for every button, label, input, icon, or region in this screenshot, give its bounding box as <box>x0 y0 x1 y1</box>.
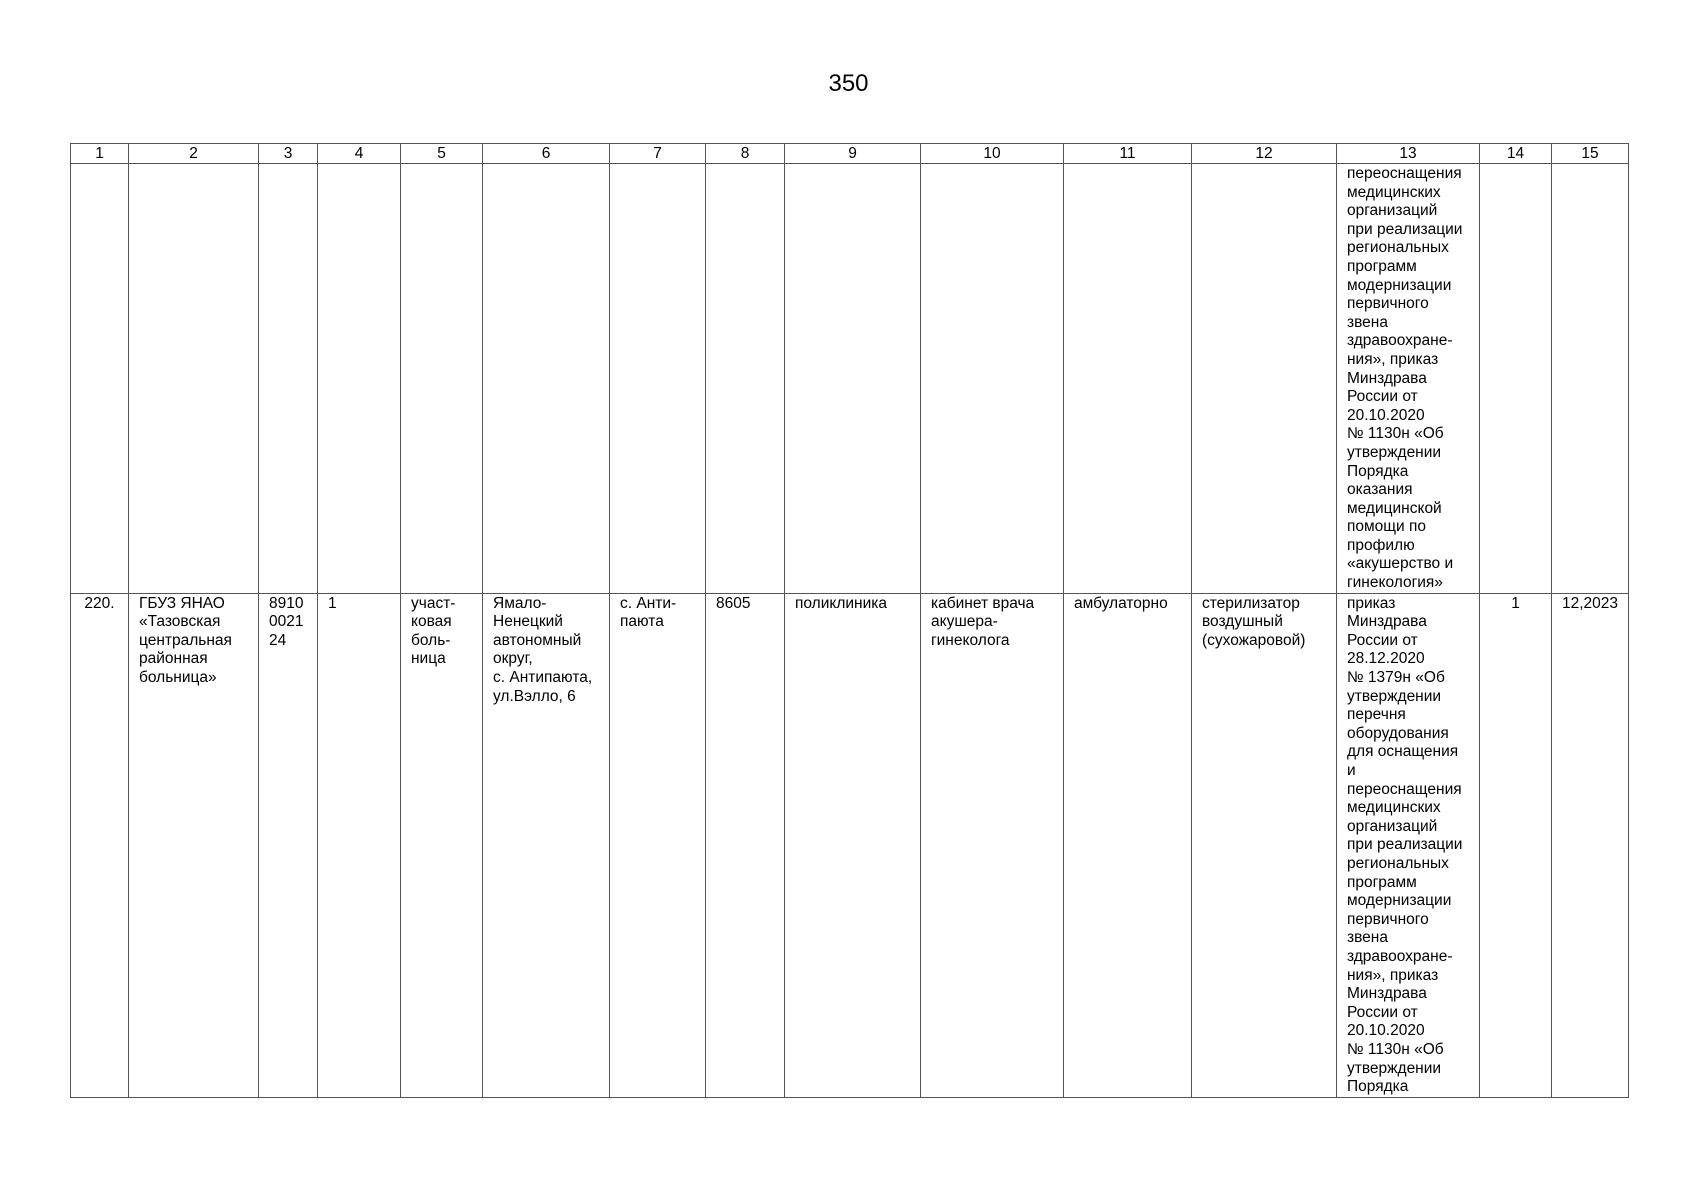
continuation-row <box>71 164 1629 594</box>
table-cell <box>1064 164 1192 594</box>
table-cell <box>318 164 401 594</box>
row-number: 220. <box>71 593 129 1097</box>
column-header: 3 <box>259 144 318 164</box>
column-header: 11 <box>1064 144 1192 164</box>
column-header: 14 <box>1480 144 1552 164</box>
column-header: 6 <box>483 144 610 164</box>
facility-type-cell: участ- ковая боль- ница <box>401 593 483 1097</box>
table-cell <box>1480 164 1552 594</box>
table-cell <box>259 164 318 594</box>
column-header: 15 <box>1552 144 1629 164</box>
date-cell: 12,2023 <box>1552 593 1629 1097</box>
data-table <box>70 143 1629 1098</box>
table-cell <box>401 164 483 594</box>
table-cell <box>1552 164 1629 594</box>
column-header: 2 <box>129 144 259 164</box>
page-number: 350 <box>828 70 869 97</box>
col4-cell: 1 <box>318 593 401 1097</box>
basis-cell-continued: переоснащения медицинских организаций при реализации региональных программ модернизации первичного звена здравоохране- ния», приказ Минздрава России от 20.10.2020 № 1130н «Об утверждении Порядка оказания медицинской помощи по профилю «акушерство и гинекология» <box>1337 164 1480 594</box>
table-cell <box>71 164 129 594</box>
column-header: 1 <box>71 144 129 164</box>
table-cell <box>129 164 259 594</box>
column-header: 9 <box>785 144 921 164</box>
table-cell <box>706 164 785 594</box>
column-number-row <box>71 144 1629 164</box>
quantity-cell: 1 <box>1480 593 1552 1097</box>
column-header: 7 <box>610 144 706 164</box>
column-header: 12 <box>1192 144 1337 164</box>
table-cell <box>1192 164 1337 594</box>
column-header: 10 <box>921 144 1064 164</box>
care-form-cell: амбулаторно <box>1064 593 1192 1097</box>
table-row <box>71 593 1629 1097</box>
column-header: 13 <box>1337 144 1480 164</box>
code-cell: 8910 0021 24 <box>259 593 318 1097</box>
table-cell <box>785 164 921 594</box>
column-header: 4 <box>318 144 401 164</box>
settlement-cell: с. Анти- паюта <box>610 593 706 1097</box>
address-cell: Ямало- Ненецкий автономный округ, с. Антипаюта, ул.Вэлло, 6 <box>483 593 610 1097</box>
organization-cell: ГБУЗ ЯНАО «Тазовская центральная районная больница» <box>129 593 259 1097</box>
column-header: 8 <box>706 144 785 164</box>
equipment-cell: стерилизатор воздушный (сухожаровой) <box>1192 593 1337 1097</box>
cabinet-cell: кабинет врача акушера- гинеколога <box>921 593 1064 1097</box>
basis-cell: приказ Минздрава России от 28.12.2020 № 1379н «Об утверждении перечня оборудования для оснащения и переоснащения медицинских организаций при реализации региональных программ модернизации первичного звена здравоохране- ния», приказ Минздрава России от 20.10.2020 № 1130н «Об утверждении Порядка <box>1337 593 1480 1097</box>
table-cell <box>483 164 610 594</box>
table-cell <box>610 164 706 594</box>
col8-cell: 8605 <box>706 593 785 1097</box>
unit-cell: поликлиника <box>785 593 921 1097</box>
column-header: 5 <box>401 144 483 164</box>
table-cell <box>921 164 1064 594</box>
